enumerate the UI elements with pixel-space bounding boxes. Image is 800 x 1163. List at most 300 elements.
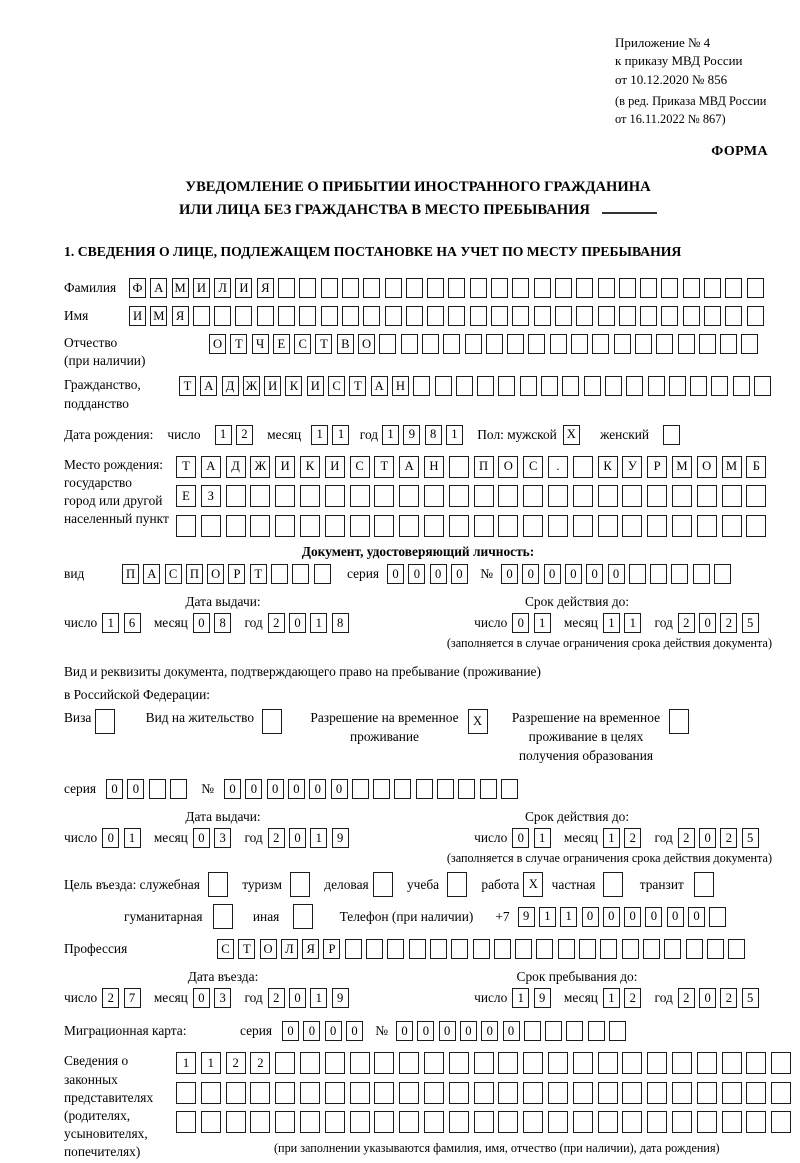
char-cell[interactable] [226,485,246,507]
char-cell[interactable] [640,278,657,298]
char-cell[interactable] [548,485,568,507]
char-cell[interactable]: И [275,456,295,478]
char-cell[interactable] [714,564,731,584]
char-cell[interactable]: К [300,456,320,478]
char-cell[interactable] [325,1052,345,1074]
char-cell[interactable]: А [143,564,160,584]
char-cell[interactable]: 9 [332,828,349,848]
char-cell[interactable] [451,939,468,959]
purpose-tourism-checkbox[interactable] [290,872,314,897]
char-cell[interactable] [588,1021,605,1041]
char-cell[interactable]: 0 [331,779,348,799]
char-cell[interactable] [746,515,766,537]
char-cell[interactable]: 0 [512,828,529,848]
char-cell[interactable] [458,779,475,799]
purpose-business-checkbox[interactable] [373,872,397,897]
char-cell[interactable]: С [350,456,370,478]
char-cell[interactable] [507,334,524,354]
char-cell[interactable]: П [186,564,203,584]
char-cell[interactable] [325,1082,345,1104]
char-cell[interactable] [422,334,439,354]
char-cell[interactable]: М [672,456,692,478]
char-cell[interactable] [672,1111,692,1133]
char-cell[interactable]: 0 [346,1021,363,1041]
char-cell[interactable] [401,334,418,354]
char-cell[interactable] [314,564,331,584]
char-cell[interactable] [498,1052,518,1074]
char-cell[interactable] [474,515,494,537]
char-cell[interactable]: М [150,306,167,326]
char-cell[interactable]: Т [349,376,366,396]
char-cell[interactable] [515,939,532,959]
char-cell[interactable]: 0 [699,828,716,848]
residence-series-cells[interactable] [106,779,191,799]
char-cell[interactable] [672,485,692,507]
id-issue-month-cells[interactable] [193,613,236,633]
char-cell[interactable] [275,485,295,507]
char-cell[interactable]: С [294,334,311,354]
char-cell[interactable] [576,306,593,326]
char-cell[interactable]: 2 [268,828,285,848]
char-cell[interactable] [663,425,680,445]
char-cell[interactable] [622,939,639,959]
char-cell[interactable] [672,1052,692,1074]
char-cell[interactable] [603,872,623,897]
char-cell[interactable] [399,515,419,537]
char-cell[interactable] [579,939,596,959]
char-cell[interactable]: 3 [214,828,231,848]
char-cell[interactable] [474,1111,494,1133]
char-cell[interactable] [494,939,511,959]
migration-number-cells[interactable] [396,1021,630,1041]
char-cell[interactable]: О [358,334,375,354]
char-cell[interactable]: 0 [193,613,210,633]
char-cell[interactable]: 2 [624,988,641,1008]
char-cell[interactable]: Р [323,939,340,959]
phone-cells[interactable] [518,907,731,927]
char-cell[interactable]: 1 [176,1052,196,1074]
char-cell[interactable]: 1 [512,988,529,1008]
char-cell[interactable] [424,485,444,507]
char-cell[interactable] [664,939,681,959]
char-cell[interactable]: И [307,376,324,396]
char-cell[interactable]: 0 [325,1021,342,1041]
char-cell[interactable] [325,515,345,537]
char-cell[interactable] [262,709,282,734]
char-cell[interactable] [693,564,710,584]
char-cell[interactable] [573,515,593,537]
char-cell[interactable] [584,376,601,396]
char-cell[interactable] [470,306,487,326]
char-cell[interactable] [409,939,426,959]
char-cell[interactable]: С [328,376,345,396]
char-cell[interactable] [373,779,390,799]
char-cell[interactable] [292,564,309,584]
char-cell[interactable]: 0 [582,907,599,927]
profession-cells[interactable] [217,939,749,959]
char-cell[interactable] [271,564,288,584]
char-cell[interactable]: Л [281,939,298,959]
char-cell[interactable] [416,779,433,799]
char-cell[interactable] [704,278,721,298]
char-cell[interactable] [619,278,636,298]
char-cell[interactable] [250,485,270,507]
char-cell[interactable] [635,334,652,354]
char-cell[interactable]: А [150,278,167,298]
char-cell[interactable] [176,515,196,537]
char-cell[interactable] [746,1111,766,1133]
char-cell[interactable]: 5 [742,613,759,633]
char-cell[interactable] [473,939,490,959]
char-cell[interactable]: 0 [267,779,284,799]
char-cell[interactable] [720,334,737,354]
char-cell[interactable] [474,1082,494,1104]
char-cell[interactable]: П [122,564,139,584]
char-cell[interactable] [374,1082,394,1104]
char-cell[interactable] [385,278,402,298]
char-cell[interactable] [598,278,615,298]
char-cell[interactable]: 1 [603,613,620,633]
legal-rep-row2-cells[interactable] [176,1082,796,1104]
char-cell[interactable]: 0 [688,907,705,927]
char-cell[interactable] [647,1111,667,1133]
char-cell[interactable] [528,334,545,354]
char-cell[interactable] [278,306,295,326]
char-cell[interactable] [498,1111,518,1133]
char-cell[interactable]: 2 [678,613,695,633]
char-cell[interactable] [555,278,572,298]
char-cell[interactable]: Р [647,456,667,478]
char-cell[interactable] [746,1082,766,1104]
char-cell[interactable] [605,376,622,396]
legal-rep-row3-cells[interactable] [176,1111,796,1133]
char-cell[interactable] [619,306,636,326]
entry-month-cells[interactable] [193,988,236,1008]
char-cell[interactable] [600,939,617,959]
stay-day-cells[interactable] [512,988,555,1008]
char-cell[interactable] [548,1111,568,1133]
char-cell[interactable]: 9 [518,907,535,927]
residence-number-cells[interactable] [224,779,522,799]
char-cell[interactable]: 0 [608,564,625,584]
char-cell[interactable] [427,278,444,298]
char-cell[interactable] [363,278,380,298]
char-cell[interactable] [300,1052,320,1074]
char-cell[interactable] [449,515,469,537]
char-cell[interactable] [299,278,316,298]
char-cell[interactable] [754,376,771,396]
char-cell[interactable] [747,278,764,298]
char-cell[interactable] [686,939,703,959]
char-cell[interactable]: 2 [226,1052,246,1074]
char-cell[interactable] [697,1052,717,1074]
purpose-official-checkbox[interactable] [208,872,232,897]
char-cell[interactable] [573,1111,593,1133]
char-cell[interactable] [201,1111,221,1133]
char-cell[interactable]: 0 [245,779,262,799]
char-cell[interactable]: 1 [310,988,327,1008]
char-cell[interactable]: 9 [403,425,420,445]
char-cell[interactable] [486,334,503,354]
birth-place-row1-cells[interactable] [176,456,771,478]
char-cell[interactable] [571,334,588,354]
char-cell[interactable] [366,939,383,959]
char-cell[interactable]: 6 [124,613,141,633]
char-cell[interactable] [448,306,465,326]
char-cell[interactable] [669,709,689,734]
char-cell[interactable] [176,1082,196,1104]
char-cell[interactable] [424,1111,444,1133]
char-cell[interactable] [480,779,497,799]
migration-series-cells[interactable] [282,1021,367,1041]
char-cell[interactable] [413,376,430,396]
char-cell[interactable]: Н [424,456,444,478]
char-cell[interactable] [275,1082,295,1104]
char-cell[interactable] [342,306,359,326]
char-cell[interactable] [385,306,402,326]
char-cell[interactable]: 0 [289,828,306,848]
name-cells[interactable] [129,306,768,326]
char-cell[interactable] [548,515,568,537]
char-cell[interactable] [374,485,394,507]
char-cell[interactable]: 0 [667,907,684,927]
char-cell[interactable]: 2 [102,988,119,1008]
char-cell[interactable] [465,334,482,354]
char-cell[interactable] [399,1052,419,1074]
char-cell[interactable]: Ч [252,334,269,354]
char-cell[interactable]: Т [179,376,196,396]
char-cell[interactable] [300,515,320,537]
char-cell[interactable]: 0 [586,564,603,584]
char-cell[interactable] [697,485,717,507]
char-cell[interactable]: 2 [268,613,285,633]
char-cell[interactable] [699,334,716,354]
char-cell[interactable] [176,1111,196,1133]
char-cell[interactable] [406,278,423,298]
char-cell[interactable]: А [200,376,217,396]
char-cell[interactable]: 1 [603,828,620,848]
char-cell[interactable] [427,306,444,326]
char-cell[interactable]: 0 [387,564,404,584]
residence-valid-month-cells[interactable] [603,828,646,848]
char-cell[interactable]: 0 [603,907,620,927]
char-cell[interactable]: 0 [282,1021,299,1041]
char-cell[interactable]: 0 [522,564,539,584]
char-cell[interactable] [387,939,404,959]
char-cell[interactable]: 0 [288,779,305,799]
char-cell[interactable]: 5 [742,828,759,848]
char-cell[interactable]: 1 [201,1052,221,1074]
char-cell[interactable]: 0 [102,828,119,848]
char-cell[interactable] [226,1111,246,1133]
entry-day-cells[interactable] [102,988,145,1008]
char-cell[interactable]: И [264,376,281,396]
char-cell[interactable] [325,1111,345,1133]
char-cell[interactable] [208,872,228,897]
char-cell[interactable]: И [235,278,252,298]
char-cell[interactable] [622,1052,642,1074]
char-cell[interactable]: М [722,456,742,478]
sex-female-checkbox[interactable] [663,425,684,445]
char-cell[interactable] [278,278,295,298]
char-cell[interactable] [290,872,310,897]
char-cell[interactable] [373,872,393,897]
char-cell[interactable] [672,1082,692,1104]
char-cell[interactable] [456,376,473,396]
char-cell[interactable] [275,1052,295,1074]
char-cell[interactable]: Т [374,456,394,478]
char-cell[interactable]: 7 [124,988,141,1008]
char-cell[interactable] [598,515,618,537]
char-cell[interactable]: У [622,456,642,478]
char-cell[interactable] [149,779,166,799]
char-cell[interactable]: Ф [129,278,146,298]
char-cell[interactable]: И [325,456,345,478]
char-cell[interactable]: О [498,456,518,478]
char-cell[interactable] [647,1052,667,1074]
char-cell[interactable] [474,485,494,507]
char-cell[interactable]: 2 [268,988,285,1008]
char-cell[interactable]: 2 [236,425,253,445]
char-cell[interactable] [640,306,657,326]
char-cell[interactable]: 0 [544,564,561,584]
char-cell[interactable] [275,515,295,537]
char-cell[interactable]: А [371,376,388,396]
char-cell[interactable] [352,779,369,799]
sex-male-checkbox[interactable] [563,425,584,445]
char-cell[interactable]: 0 [224,779,241,799]
id-issue-year-cells[interactable] [268,613,353,633]
temp-residence-edu-checkbox[interactable] [669,709,693,734]
char-cell[interactable] [536,939,553,959]
char-cell[interactable]: X [523,872,543,897]
char-cell[interactable]: Е [176,485,196,507]
char-cell[interactable]: 5 [742,988,759,1008]
char-cell[interactable]: 0 [645,907,662,927]
char-cell[interactable] [669,376,686,396]
residence-issue-day-cells[interactable] [102,828,145,848]
char-cell[interactable] [728,939,745,959]
char-cell[interactable] [235,306,252,326]
char-cell[interactable] [622,485,642,507]
char-cell[interactable] [558,939,575,959]
char-cell[interactable] [448,278,465,298]
char-cell[interactable]: 1 [446,425,463,445]
char-cell[interactable] [520,376,537,396]
char-cell[interactable] [95,709,115,734]
char-cell[interactable]: 0 [193,988,210,1008]
char-cell[interactable]: 0 [512,613,529,633]
char-cell[interactable] [648,376,665,396]
char-cell[interactable]: В [337,334,354,354]
char-cell[interactable] [214,306,231,326]
char-cell[interactable] [350,485,370,507]
char-cell[interactable]: 0 [460,1021,477,1041]
id-valid-year-cells[interactable] [678,613,763,633]
char-cell[interactable] [548,1052,568,1074]
char-cell[interactable]: 1 [310,613,327,633]
birth-day-cells[interactable] [215,425,258,445]
char-cell[interactable]: К [598,456,618,478]
char-cell[interactable] [257,306,274,326]
char-cell[interactable]: 9 [332,988,349,1008]
char-cell[interactable] [213,904,233,929]
char-cell[interactable] [598,1082,618,1104]
char-cell[interactable] [474,1052,494,1074]
char-cell[interactable]: Е [273,334,290,354]
char-cell[interactable] [707,939,724,959]
char-cell[interactable] [501,779,518,799]
char-cell[interactable] [449,456,469,478]
char-cell[interactable] [193,306,210,326]
char-cell[interactable] [671,564,688,584]
stay-month-cells[interactable] [603,988,646,1008]
char-cell[interactable]: 1 [215,425,232,445]
char-cell[interactable]: Т [176,456,196,478]
char-cell[interactable]: К [285,376,302,396]
char-cell[interactable] [573,485,593,507]
char-cell[interactable] [437,779,454,799]
char-cell[interactable] [523,1052,543,1074]
char-cell[interactable] [350,1111,370,1133]
char-cell[interactable] [697,1082,717,1104]
char-cell[interactable]: 1 [310,828,327,848]
char-cell[interactable]: X [563,425,580,445]
char-cell[interactable] [725,278,742,298]
char-cell[interactable]: 0 [309,779,326,799]
purpose-work-checkbox[interactable] [523,872,547,897]
char-cell[interactable]: 8 [332,613,349,633]
char-cell[interactable]: 0 [193,828,210,848]
char-cell[interactable]: 0 [303,1021,320,1041]
char-cell[interactable] [201,515,221,537]
char-cell[interactable]: Н [392,376,409,396]
char-cell[interactable]: Т [230,334,247,354]
char-cell[interactable] [545,1021,562,1041]
purpose-study-checkbox[interactable] [447,872,471,897]
char-cell[interactable] [201,1082,221,1104]
char-cell[interactable]: 1 [539,907,556,927]
char-cell[interactable]: И [129,306,146,326]
char-cell[interactable]: 0 [501,564,518,584]
char-cell[interactable]: 0 [481,1021,498,1041]
char-cell[interactable]: 0 [106,779,123,799]
visa-checkbox[interactable] [95,709,119,734]
char-cell[interactable] [293,904,313,929]
char-cell[interactable]: Я [302,939,319,959]
char-cell[interactable]: 0 [451,564,468,584]
char-cell[interactable]: О [697,456,717,478]
char-cell[interactable] [430,939,447,959]
patronymic-cells[interactable] [209,334,763,354]
char-cell[interactable]: 0 [396,1021,413,1041]
char-cell[interactable] [562,376,579,396]
char-cell[interactable]: Я [172,306,189,326]
char-cell[interactable]: Т [250,564,267,584]
char-cell[interactable] [647,515,667,537]
char-cell[interactable]: Д [222,376,239,396]
char-cell[interactable]: 2 [720,828,737,848]
char-cell[interactable] [598,1052,618,1074]
citizenship-cells[interactable] [179,376,775,396]
legal-rep-row1-cells[interactable] [176,1052,796,1074]
char-cell[interactable] [226,1082,246,1104]
char-cell[interactable] [598,306,615,326]
char-cell[interactable] [449,1052,469,1074]
char-cell[interactable] [598,485,618,507]
char-cell[interactable]: 0 [439,1021,456,1041]
char-cell[interactable] [399,485,419,507]
